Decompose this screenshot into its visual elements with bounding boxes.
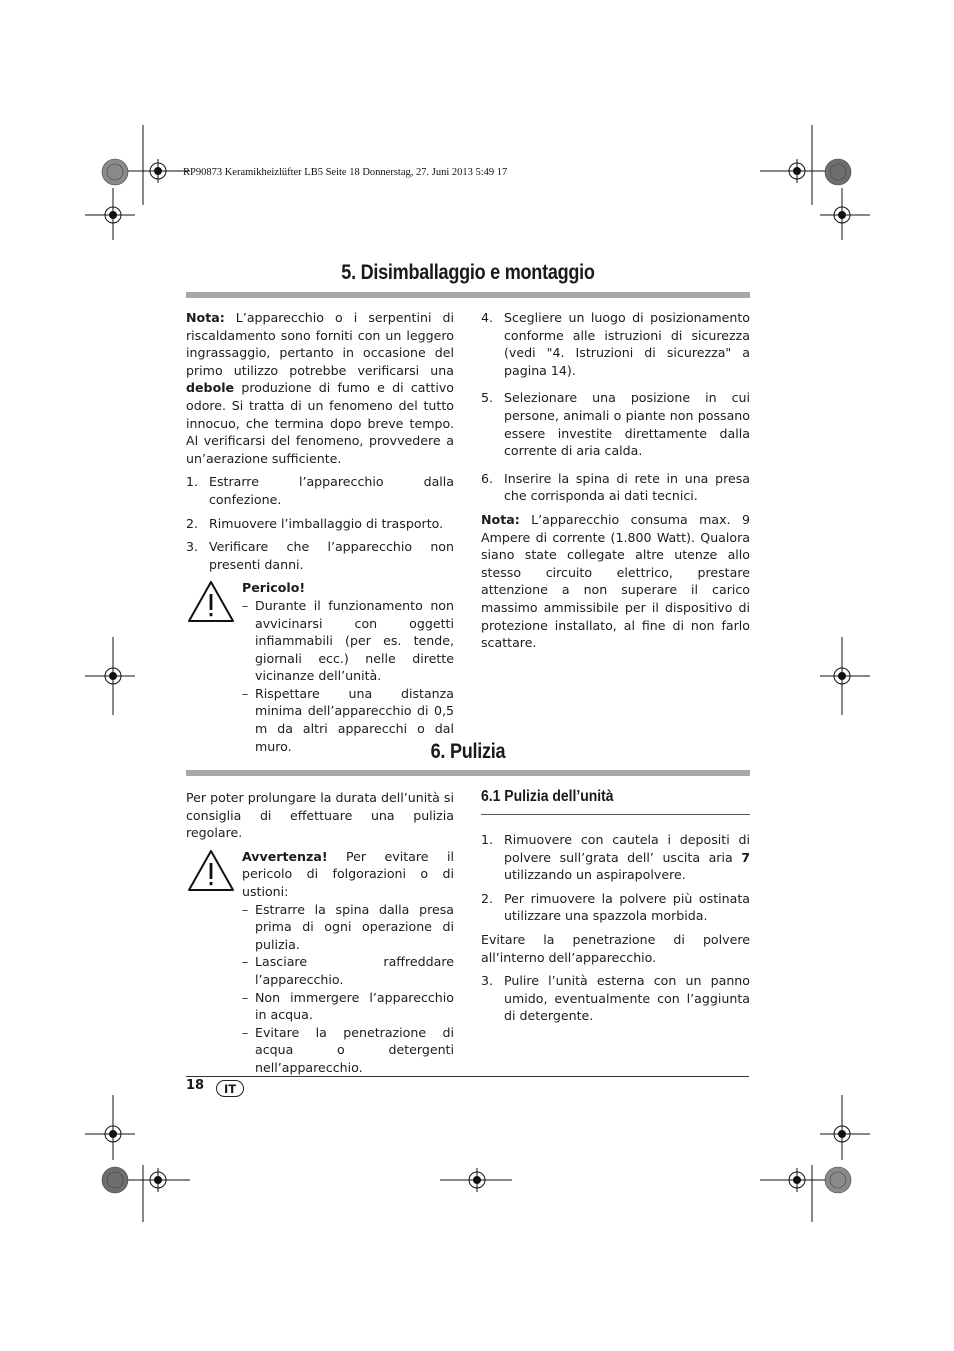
warning-triangle-icon [186,848,236,894]
list-item-extra: Evitare la penetrazione di polvere all’interno dell’apparecchio. [481,931,750,965]
list-item: 5. Selezionare una posizione in cui persone, animali o piante non possano essere investite direttamente dalla corrente di aria calda. [481,390,750,459]
warning-item: – Estrarre la spina dalla presa prima di ogni operazione di pulizia. [242,901,454,952]
list-item: 1. Estrarre l’apparecchio dalla confezione. [186,474,454,507]
list-item: 6. Inserire la spina di rete in una presa che corrisponda ai dati tecnici. [481,470,750,504]
section-5-right-column [481,309,750,658]
list-item: 4. Scegliere un luogo di posizionamento conforme alle istruzioni di sicurezza (vedi "4. Istruzioni di sicurezza" a pagina 14). [481,310,750,378]
section-6-rule [186,770,750,776]
language-badge: IT [216,1080,244,1097]
intro-paragraph: Per poter prolungare la durata dell’unità si consiglia di effettuare una pulizia regolare. [186,790,454,841]
list-item: 2. Rimuovere l’imballaggio di trasporto. [186,515,444,531]
warning-block: Avvertenza! Per evitare il pericolo di folgorazioni o di ustioni: – Estrarre la spina dalla presa prima di ogni operazione di pulizia. – Lasciare raffreddare l’apparecchio. – Non immergere l’apparecchio in acqua. – Evitare la penetrazione di acqua o detergenti nell’apparecchio. [186,848,454,1077]
warning-triangle-icon [186,579,236,625]
danger-item: – Durante il funzionamento non avvicinarsi con oggetti infiammabili (per es. tende, giornali ecc.) nelle dirette vicinanze dell’unità. [242,597,454,684]
section-6-left-column [186,789,454,1083]
subsection-6-1-title: 6.1 Pulizia dell’unità [481,788,614,805]
section-6-title: 6. Pulizia [430,740,506,763]
section-6-right-column [481,831,750,1031]
danger-label: Pericolo! [242,580,306,596]
footer-rule [186,1076,749,1077]
warning-item: – Evitare la penetrazione di acqua o detergenti nell’apparecchio. [242,1024,454,1075]
list-item: 3. Verificare che l’apparecchio non presenti danni. [186,539,454,572]
list-item: 2. Per rimuovere la polvere più ostinata utilizzare una spazzola morbida. [481,890,750,924]
section-5-left-column [186,309,454,761]
list-item: 1. Rimuovere con cautela i depositi di polvere sull’grata dell’ uscita aria 7 utilizzando un aspirapolvere. [481,832,750,883]
warning-item: – Lasciare raffreddare l’apparecchio. [242,954,454,987]
subsection-rule [481,814,750,815]
print-slug: RP90873 Keramikheizlüfter LB5 Seite 18 Donnerstag, 27. Juni 2013 5:49 17 [183,167,508,178]
note-paragraph: Nota: L’apparecchio consuma max. 9 Ampere di corrente (1.800 Watt). Qualora siano state collegate altre utenze allo stesso circuito elettrico, prestare attenzione a non superare il carico massimo ammissibile per il dispositivo di protezione installato, al fine di non farlo scattare. [481,511,750,651]
section-5-rule [186,292,750,298]
list-item: 3. Pulire l’unità esterna con un panno umido, eventualmente con l’aggiunta di detergente. [481,973,750,1024]
warning-label: Avvertenza! [242,848,328,864]
danger-block [186,579,454,755]
danger-item: – Rispettare una distanza minima dell’apparecchio di 0,5 m da altri apparecchi o dal muro. [242,685,454,754]
section-5-title: 5. Disimballaggio e montaggio [341,261,595,284]
warning-item: – Non immergere l’apparecchio in acqua. [242,989,454,1023]
note-paragraph: Nota: L’apparecchio o i serpentini di riscaldamento sono forniti con un leggero ingrassaggio, pertanto in occasione del primo utilizzo potrebbe verificarsi una debole produzione di fumo e di cattivo odore. Si tratta di un fenomeno del tutto innocuo, che termina dopo breve tempo. Al verificarsi del fenomeno, provvedere a un’aerazione sufficiente. [186,310,454,466]
page-number: 18 [186,1078,205,1093]
